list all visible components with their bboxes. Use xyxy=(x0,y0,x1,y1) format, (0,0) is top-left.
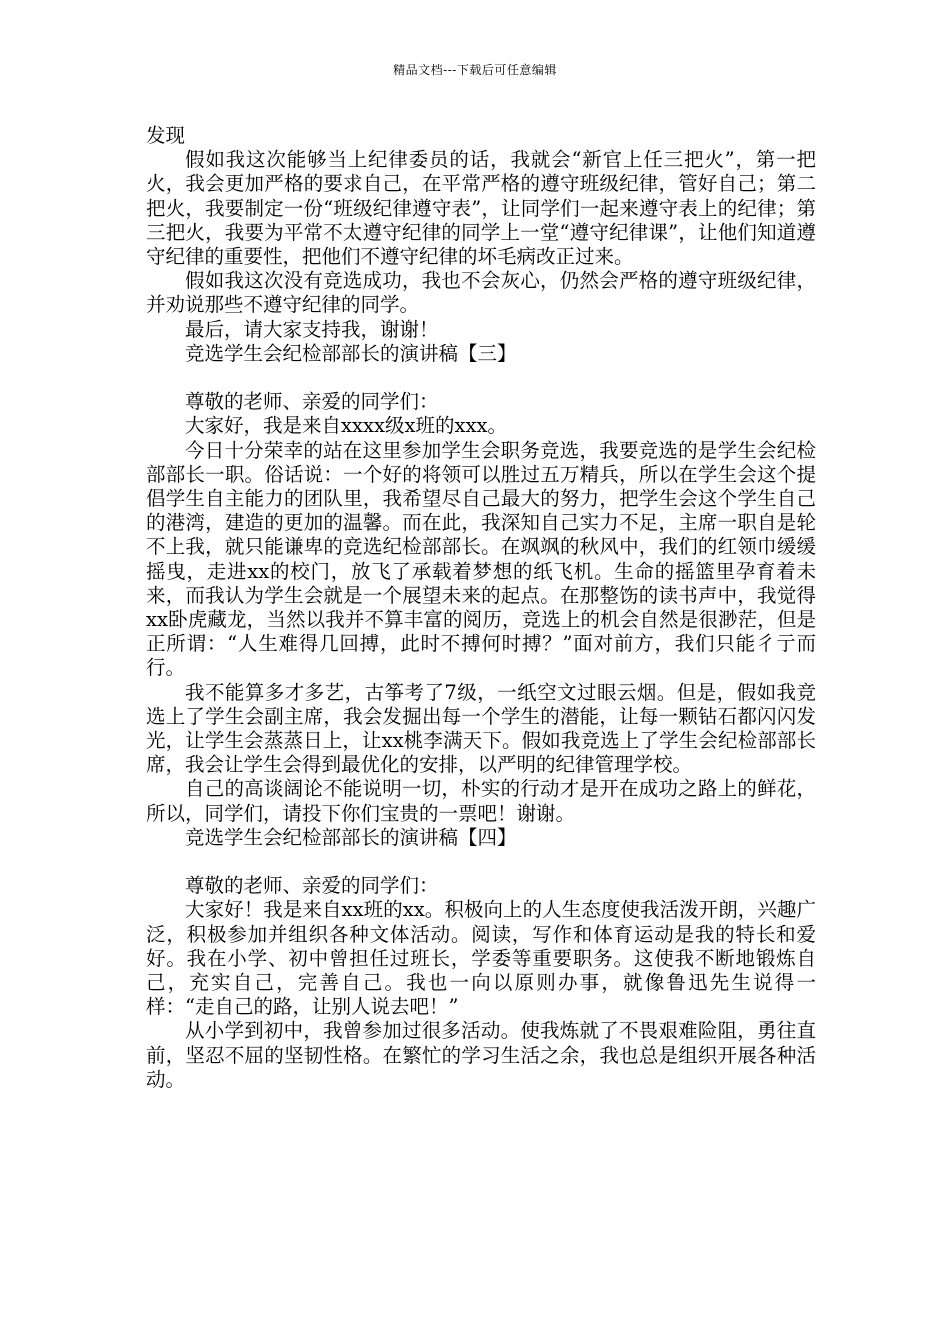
section-title: 竞选学生会纪检部部长的演讲稿【三】 xyxy=(185,341,517,365)
paragraph: 假如我这次没有竞选成功，我也不会灰心，仍然会严格的遵守班级纪律，并劝说那些不遵守纪律的同学。 xyxy=(146,269,816,317)
salutation: 尊敬的老师、亲爱的同学们： xyxy=(185,874,439,898)
paragraph: 大家好！我是来自xx班的xx。积极向上的人生态度使我活泼开朗，兴趣广泛，积极参加并组织各种文体活动。阅读，写作和体育运动是我的特长和爱好。我在小学、初中曾担任过班长，学委等重要职务。这使我不断地锻炼自己，充实自己，完善自己。我也一向以原则办事，就像鲁迅先生说得一样：“走自己的路，让别人说去吧！” xyxy=(146,898,816,1019)
page-header: 精品文档---下载后可任意编辑 xyxy=(393,63,557,77)
blank-line xyxy=(146,366,816,390)
section-title: 竞选学生会纪检部部长的演讲稿【四】 xyxy=(185,825,517,849)
blank-line xyxy=(146,850,816,874)
paragraph: 发现 xyxy=(146,124,186,147)
paragraph: 今日十分荣幸的站在这里参加学生会职务竞选，我要竞选的是学生会纪检部部长一职。俗话说：一个好的将领可以胜过五万精兵，所以在学生会这个提倡学生自主能力的团队里，我希望尽自己最大的努力，把学生会这个学生自己的港湾，建造的更加的温馨。而在此，我深知自己实力不足，主席一职自是轮不上我，就只能谦卑的竞选纪检部部长。在飒飒的秋风中，我们的红领巾缓缓摇曳，走进xx的校门，放飞了承载着梦想的纸飞机。生命的摇篮里孕育着未来，而我认为学生会就是一个展望未来的起点。在那整饬的读书声中，我觉得xx卧虎藏龙，当然以我并不算丰富的阅历，竞选上的机会自然是很渺茫，但是正所谓：“人生难得几回搏，此时不搏何时搏？”面对前方，我们只能彳亍而行。 xyxy=(146,438,816,680)
paragraph: 假如我这次能够当上纪律委员的话，我就会“新官上任三把火”，第一把火，我会更加严格的要求自己，在平常严格的遵守班级纪律，管好自己；第二把火，我要制定一份“班级纪律遵守表”，让同学们一起来遵守表上的纪律；第三把火，我要为平常不太遵守纪律的同学上一堂“遵守纪律课”，让他们知道遵守纪律的重要性，把他们不遵守纪律的坏毛病改正过来。 xyxy=(146,148,816,269)
paragraph: 我不能算多才多艺，古筝考了7级，一纸空文过眼云烟。但是，假如我竞选上了学生会副主席，我会发掘出每一个学生的潜能，让每一颗钻石都闪闪发光，让学生会蒸蒸日上，让xx桃李满天下。假如我竞选上了学生会纪检部部长席，我会让学生会得到最优化的安排，以严明的纪律管理学校。 xyxy=(146,680,816,777)
paragraph: 自己的高谈阔论不能说明一切，朴实的行动才是开在成功之路上的鲜花，所以，同学们，请投下你们宝贵的一票吧！谢谢。 xyxy=(146,777,816,825)
paragraph: 大家好，我是来自xxxx级x班的xxx。 xyxy=(185,414,507,438)
document-body xyxy=(146,124,816,1092)
salutation: 尊敬的老师、亲爱的同学们： xyxy=(185,390,439,414)
paragraph: 最后，请大家支持我，谢谢！ xyxy=(185,317,439,341)
paragraph: 从小学到初中，我曾参加过很多活动。使我炼就了不畏艰难险阻，勇往直前，坚忍不屈的坚韧性格。在繁忙的学习生活之余，我也总是组织开展各种活动。 xyxy=(146,1019,816,1091)
